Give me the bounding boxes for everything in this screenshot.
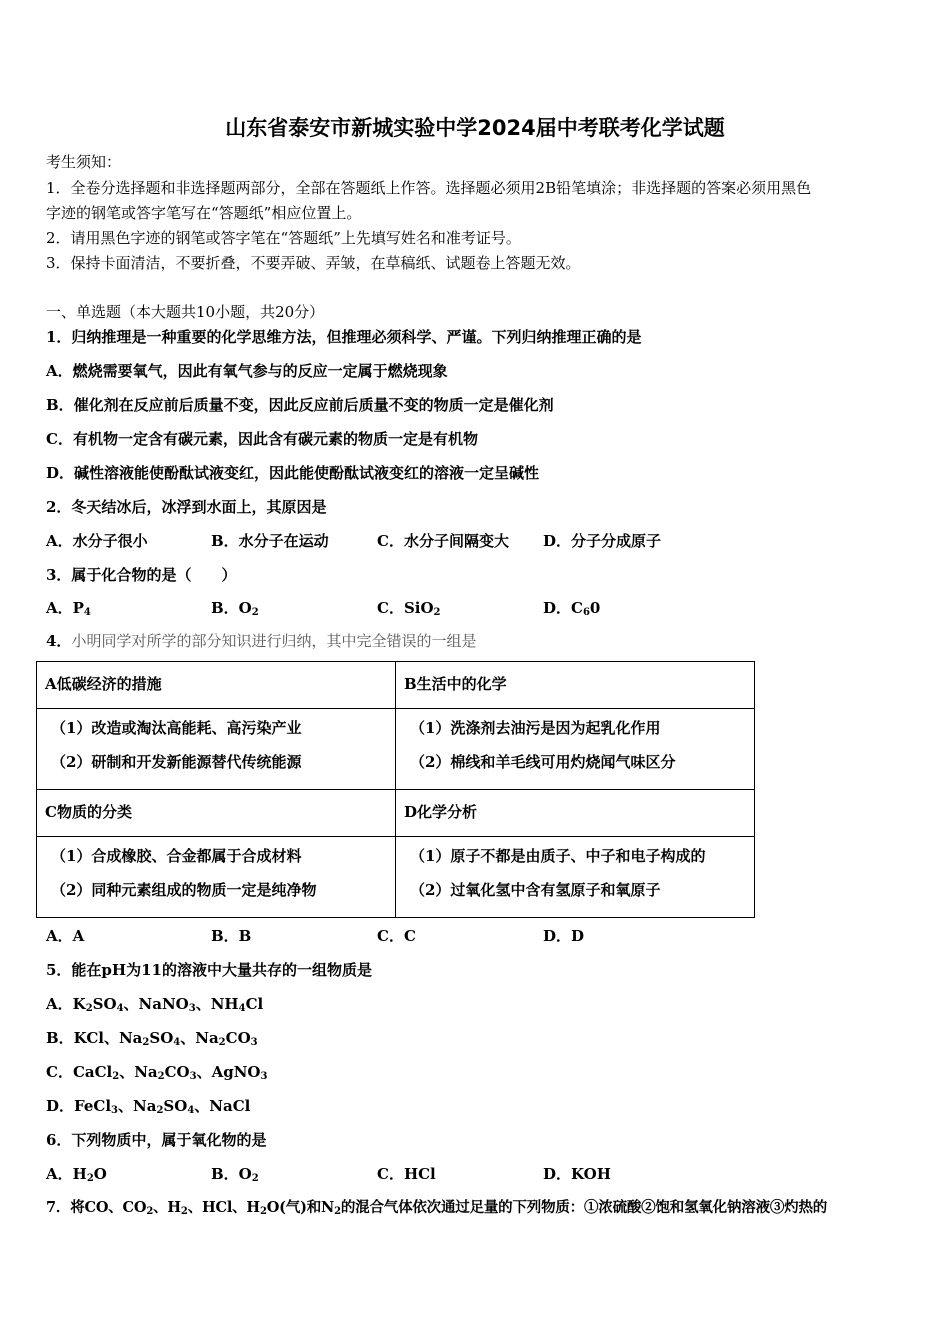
notice-item-1-line-2: 字迹的钢笔或答字笔写在“答题纸”相应位置上。: [46, 204, 362, 222]
q4-option-c: C．C: [377, 927, 416, 945]
q4-b-item-1: （1）洗涤剂去油污是因为起乳化作用: [410, 719, 661, 737]
q4-cell-b-heading: B生活中的化学: [396, 662, 755, 709]
q1-option-b: B．催化剂在反应前后质量不变，因此反应前后质量不变的物质一定是催化剂: [46, 396, 554, 414]
q2-option-a: A．水分子很小: [46, 532, 148, 550]
q4-a-item-1: （1）改造或淘汰高能耗、高污染产业: [51, 719, 302, 737]
q4-cell-d-body: [396, 837, 755, 918]
q6-option-c: C．HCl: [377, 1165, 436, 1183]
q1-stem: 1．归纳推理是一种重要的化学思维方法，但推理必须科学、严谨。下列归纳推理正确的是: [46, 328, 642, 346]
q4-cell-c-body: [37, 837, 396, 918]
q6-option-b: B．$O_2$: [211, 1165, 259, 1184]
q5-option-a: A．$K_2SO_4$、NaNO$_3$、$NH_4Cl$: [46, 995, 264, 1014]
q4-cell-a-heading: A低碳经济的措施: [37, 662, 396, 709]
notice-item-2: 2．请用黑色字迹的钢笔或答字笔在“答题纸”上先填写姓名和准考证号。: [46, 229, 521, 247]
q2-stem: 2．冬天结冰后，冰浮到水面上，其原因是: [46, 498, 327, 516]
q4-knowledge-table: [36, 661, 755, 918]
page-title: 山东省泰安市新城实验中学2024届中考联考化学试题: [225, 116, 725, 140]
q5-option-b: B．KCl、$Na_2SO_4$、$Na_2CO_3$: [46, 1029, 258, 1048]
q1-option-a: A．燃烧需要氧气，因此有氧气参与的反应一定属于燃烧现象: [46, 362, 448, 380]
q3-option-c: C．SiO$_2$: [377, 599, 441, 618]
q5-option-c: C．CaCl$_2$、$Na_2CO_3$、AgNO$_3$: [46, 1063, 268, 1082]
q4-stem: 4．小明同学对所学的部分知识进行归纳，其中完全错误的一组是: [46, 632, 477, 650]
notice-heading: 考生须知：: [46, 153, 122, 171]
q6-option-a: A．$H_2O$: [46, 1165, 107, 1184]
q2-option-d: D．分子分成原子: [543, 532, 662, 550]
notice-item-1-line-1: 1．全卷分选择题和非选择题两部分，全部在答题纸上作答。选择题必须用2B铅笔填涂；非选择题的答案必须用黑色: [46, 179, 812, 197]
q4-option-a: A．A: [46, 927, 85, 945]
q5-option-d: D．FeCl$_3$、$Na_2SO_4$、NaCl: [46, 1097, 251, 1116]
q3-option-b: B．$O_2$: [211, 599, 259, 618]
q6-option-d: D．KOH: [543, 1165, 611, 1183]
q3-option-d: D．$C_60$: [543, 599, 601, 618]
q5-stem: 5．能在pH为11的溶液中大量共存的一组物质是: [46, 961, 372, 979]
notice-item-3: 3．保持卡面清洁，不要折叠，不要弄破、弄皱，在草稿纸、试题卷上答题无效。: [46, 254, 581, 272]
q4-option-d: D．D: [543, 927, 585, 945]
q4-c-item-2: （2）同种元素组成的物质一定是纯净物: [51, 881, 317, 899]
q4-cell-c-heading: C物质的分类: [37, 790, 396, 837]
q4-cell-a-body: [37, 709, 396, 790]
q4-a-item-2: （2）研制和开发新能源替代传统能源: [51, 753, 302, 771]
q4-d-item-2: （2）过氧化氢中含有氢原子和氧原子: [410, 881, 661, 899]
q3-stem: 3．属于化合物的是（ ）: [46, 566, 237, 584]
section-heading: 一、单选题（本大题共10小题，共20分）: [46, 303, 325, 321]
q6-stem: 6．下列物质中，属于氧化物的是: [46, 1131, 267, 1149]
q4-cell-b-body: [396, 709, 755, 790]
q3-option-a: A．$P_4$: [46, 599, 91, 618]
q1-option-c: C．有机物一定含有碳元素，因此含有碳元素的物质一定是有机物: [46, 430, 478, 448]
q2-option-b: B．水分子在运动: [211, 532, 329, 550]
q4-option-b: B．B: [211, 927, 252, 945]
q2-option-c: C．水分子间隔变大: [377, 532, 509, 550]
q4-cell-d-heading: D化学分析: [396, 790, 755, 837]
q4-d-item-1: （1）原子不都是由质子、中子和电子构成的: [410, 847, 706, 865]
q4-b-item-2: （2）棉线和羊毛线可用灼烧闻气味区分: [410, 753, 676, 771]
q4-c-item-1: （1）合成橡胶、合金都属于合成材料: [51, 847, 302, 865]
q1-option-d: D．碱性溶液能使酚酞试液变红，因此能使酚酞试液变红的溶液一定呈碱性: [46, 464, 540, 482]
q7-stem: 7．将CO、$CO_2$、$H_2$、HCl、$H_2O$(气)和$N_2$的混合气体依次通过足量的下列物质：①浓硫酸②饱和氢氧化钠溶液③灼热的: [46, 1199, 828, 1217]
